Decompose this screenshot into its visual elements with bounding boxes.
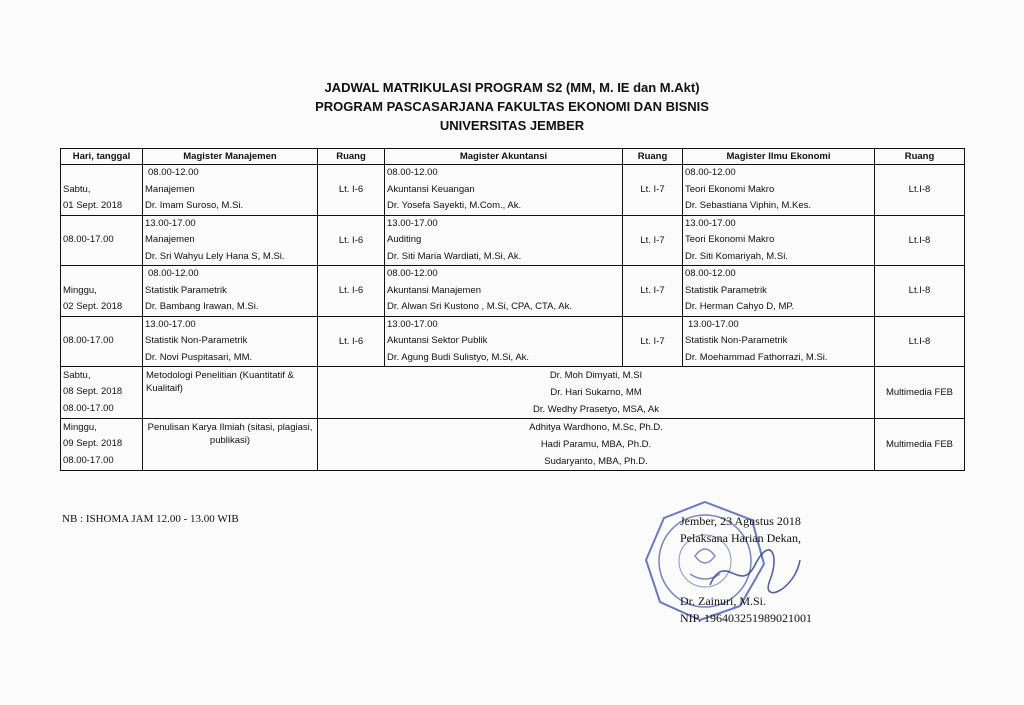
room-cell: Lt. I-6 [318, 165, 385, 216]
header-room: Ruang [318, 149, 385, 165]
day-cell [61, 215, 143, 266]
session-lecturer: Dr. Moehammad Fathorrazi, M.Si. [685, 351, 828, 363]
joint-lecturers [318, 367, 875, 419]
table-row [61, 266, 965, 317]
title-line-2: PROGRAM PASCASARJANA FAKULTAS EKONOMI DAN BISNIS [315, 99, 709, 114]
session-time: 13.00-17.00 [387, 318, 438, 330]
break-note: NB : ISHOMA JAM 12.00 - 13.00 WIB [62, 513, 239, 525]
room-cell: Lt. I-7 [623, 316, 683, 367]
signature-nip: NIP. 196403251989021001 [680, 611, 813, 625]
day-cell [61, 165, 143, 216]
session-time: 08.00-12.00 [387, 268, 438, 279]
day-name: Minggu, [63, 284, 97, 296]
signature-position: Pelaksana Harian Dekan, [680, 531, 801, 545]
session-time: 13.00-17.00 [387, 217, 438, 229]
room-cell: Lt. I-7 [623, 266, 683, 317]
header-room: Ruang [875, 149, 965, 165]
joint-course: Penulisan Karya Ilmiah (sitasi, plagiasi, publikasi) [143, 419, 318, 471]
session-course: Akuntansi Manajemen [387, 284, 481, 296]
session-course: Akuntansi Keuangan [387, 183, 475, 195]
schedule-table [60, 148, 965, 471]
day-date: 01 Sept. 2018 [63, 200, 123, 211]
session-time: 13.00-17.00 [145, 217, 196, 229]
ie-session [683, 266, 875, 317]
session-time: 08.00-12.00 [685, 167, 736, 178]
session-lecturer: Dr. Bambang Irawan, M.Si. [145, 301, 259, 312]
mm-session [143, 266, 318, 317]
ak-session [385, 165, 623, 216]
table-row [61, 419, 965, 471]
session-time: 08.00-12.00 [148, 268, 199, 279]
day-cell [61, 419, 143, 471]
room-cell: Lt.I-8 [875, 316, 965, 367]
signature-stroke [710, 550, 800, 593]
session-lecturer: Dr. Novi Puspitasari, MM. [145, 351, 253, 363]
session-course: Statistik Non-Parametrik [145, 335, 248, 346]
day-time: 08.00-17.00 [63, 454, 114, 466]
room-cell: Multimedia FEB [875, 367, 965, 419]
joint-course: Metodologi Penelitian (Kuantitatif & Kualitaif) [143, 367, 318, 419]
ie-session [683, 215, 875, 266]
room-cell: Lt. I-7 [623, 165, 683, 216]
room-cell: Lt.I-8 [875, 165, 965, 216]
room-cell: Lt. I-6 [318, 215, 385, 266]
signature-place-date: Jember, 23 Agustus 2018 [680, 514, 801, 528]
ak-session [385, 215, 623, 266]
session-lecturer: Dr. Siti Maria Wardiati, M.Si, Ak. [387, 250, 522, 262]
ie-session [683, 316, 875, 367]
day-time: 08.00-17.00 [63, 402, 114, 414]
session-course: Akuntansi Sektor Publik [387, 335, 488, 346]
table-row [61, 316, 965, 367]
header-ak: Magister Akuntansi [385, 149, 623, 165]
day-name: Sabtu, [63, 183, 91, 195]
joint-lecturers [318, 419, 875, 471]
room-cell: Lt.I-8 [875, 215, 965, 266]
session-course: Auditing [387, 234, 422, 245]
session-course: Teori Ekonomi Makro [685, 234, 775, 245]
header-mm: Magister Manajemen [143, 149, 318, 165]
room-cell: Multimedia FEB [875, 419, 965, 471]
session-time: 13.00-17.00 [688, 318, 739, 330]
day-date: 09 Sept. 2018 [63, 438, 123, 450]
session-lecturer: Dr. Alwan Sri Kustono , M.Si, CPA, CTA, Ak. [387, 301, 572, 312]
day-name: Sabtu, [63, 369, 91, 381]
session-course: Statistik Parametrik [145, 284, 227, 296]
session-course: Statistik Parametrik [685, 284, 767, 296]
joint-lecturer: Dr. Wedhy Prasetyo, MSA, Ak [532, 404, 659, 415]
session-lecturer: Dr. Imam Suroso, M.Si. [145, 200, 244, 211]
title-line-3: UNIVERSITAS JEMBER [439, 118, 585, 133]
table-row [61, 367, 965, 419]
room-cell: Lt.I-8 [875, 266, 965, 317]
session-time: 08.00-12.00 [685, 268, 736, 279]
header-ie: Magister Ilmu Ekonomi [683, 149, 875, 165]
session-lecturer: Dr. Siti Komariyah, M.Si. [685, 250, 788, 262]
session-time: 13.00-17.00 [145, 318, 196, 330]
day-date: 08 Sept. 2018 [63, 386, 123, 398]
mm-session [143, 316, 318, 367]
joint-lecturer: Hadi Paramu, MBA, Ph.D. [540, 439, 652, 450]
session-time: 08.00-12.00 [387, 167, 438, 178]
header-row [61, 149, 965, 165]
mm-session [143, 165, 318, 216]
mm-session [143, 215, 318, 266]
ie-session [683, 165, 875, 216]
day-cell [61, 316, 143, 367]
room-cell: Lt. I-6 [318, 316, 385, 367]
day-time: 08.00-17.00 [63, 234, 114, 245]
joint-lecturer: Dr. Hari Sukarno, MM [550, 387, 642, 398]
joint-lecturer: Adhitya Wardhono, M.Sc, Ph.D. [529, 422, 663, 433]
header-day: Hari, tanggal [61, 149, 143, 165]
session-time: 13.00-17.00 [685, 217, 736, 229]
ak-session [385, 316, 623, 367]
ak-session [385, 266, 623, 317]
session-course: Manajemen [145, 183, 195, 195]
session-lecturer: Dr. Sebastiana Viphin, M.Kes. [685, 200, 812, 211]
day-date: 02 Sept. 2018 [63, 301, 123, 312]
session-course: Manajemen [145, 234, 195, 245]
joint-lecturer: Sudaryanto, MBA, Ph.D. [544, 456, 648, 467]
session-lecturer: Dr. Yosefa Sayekti, M.Com., Ak. [387, 200, 522, 211]
session-time: 08.00-12.00 [148, 167, 199, 178]
header-room: Ruang [623, 149, 683, 165]
joint-lecturer: Dr. Moh Dimyati, M.SI [549, 370, 643, 381]
table-row [61, 215, 965, 266]
session-course: Teori Ekonomi Makro [685, 183, 775, 195]
session-lecturer: Dr. Sri Wahyu Lely Hana S, M.Si. [145, 250, 285, 262]
day-cell [61, 266, 143, 317]
day-name: Minggu, [63, 421, 97, 433]
signature-name: Dr. Zainuri, M.Si. [680, 594, 766, 608]
signature-scribble [700, 545, 810, 600]
day-time: 08.00-17.00 [63, 335, 114, 346]
title-line-1: JADWAL MATRIKULASI PROGRAM S2 (MM, M. IE dan M.Akt) [324, 80, 700, 95]
day-cell [61, 367, 143, 419]
session-lecturer: Dr. Herman Cahyo D, MP. [685, 301, 795, 312]
room-cell: Lt. I-6 [318, 266, 385, 317]
room-cell: Lt. I-7 [623, 215, 683, 266]
session-lecturer: Dr. Agung Budi Sulistyo, M.Si, Ak. [387, 351, 530, 363]
session-course: Statistik Non-Parametrik [685, 335, 788, 346]
table-row [61, 165, 965, 216]
